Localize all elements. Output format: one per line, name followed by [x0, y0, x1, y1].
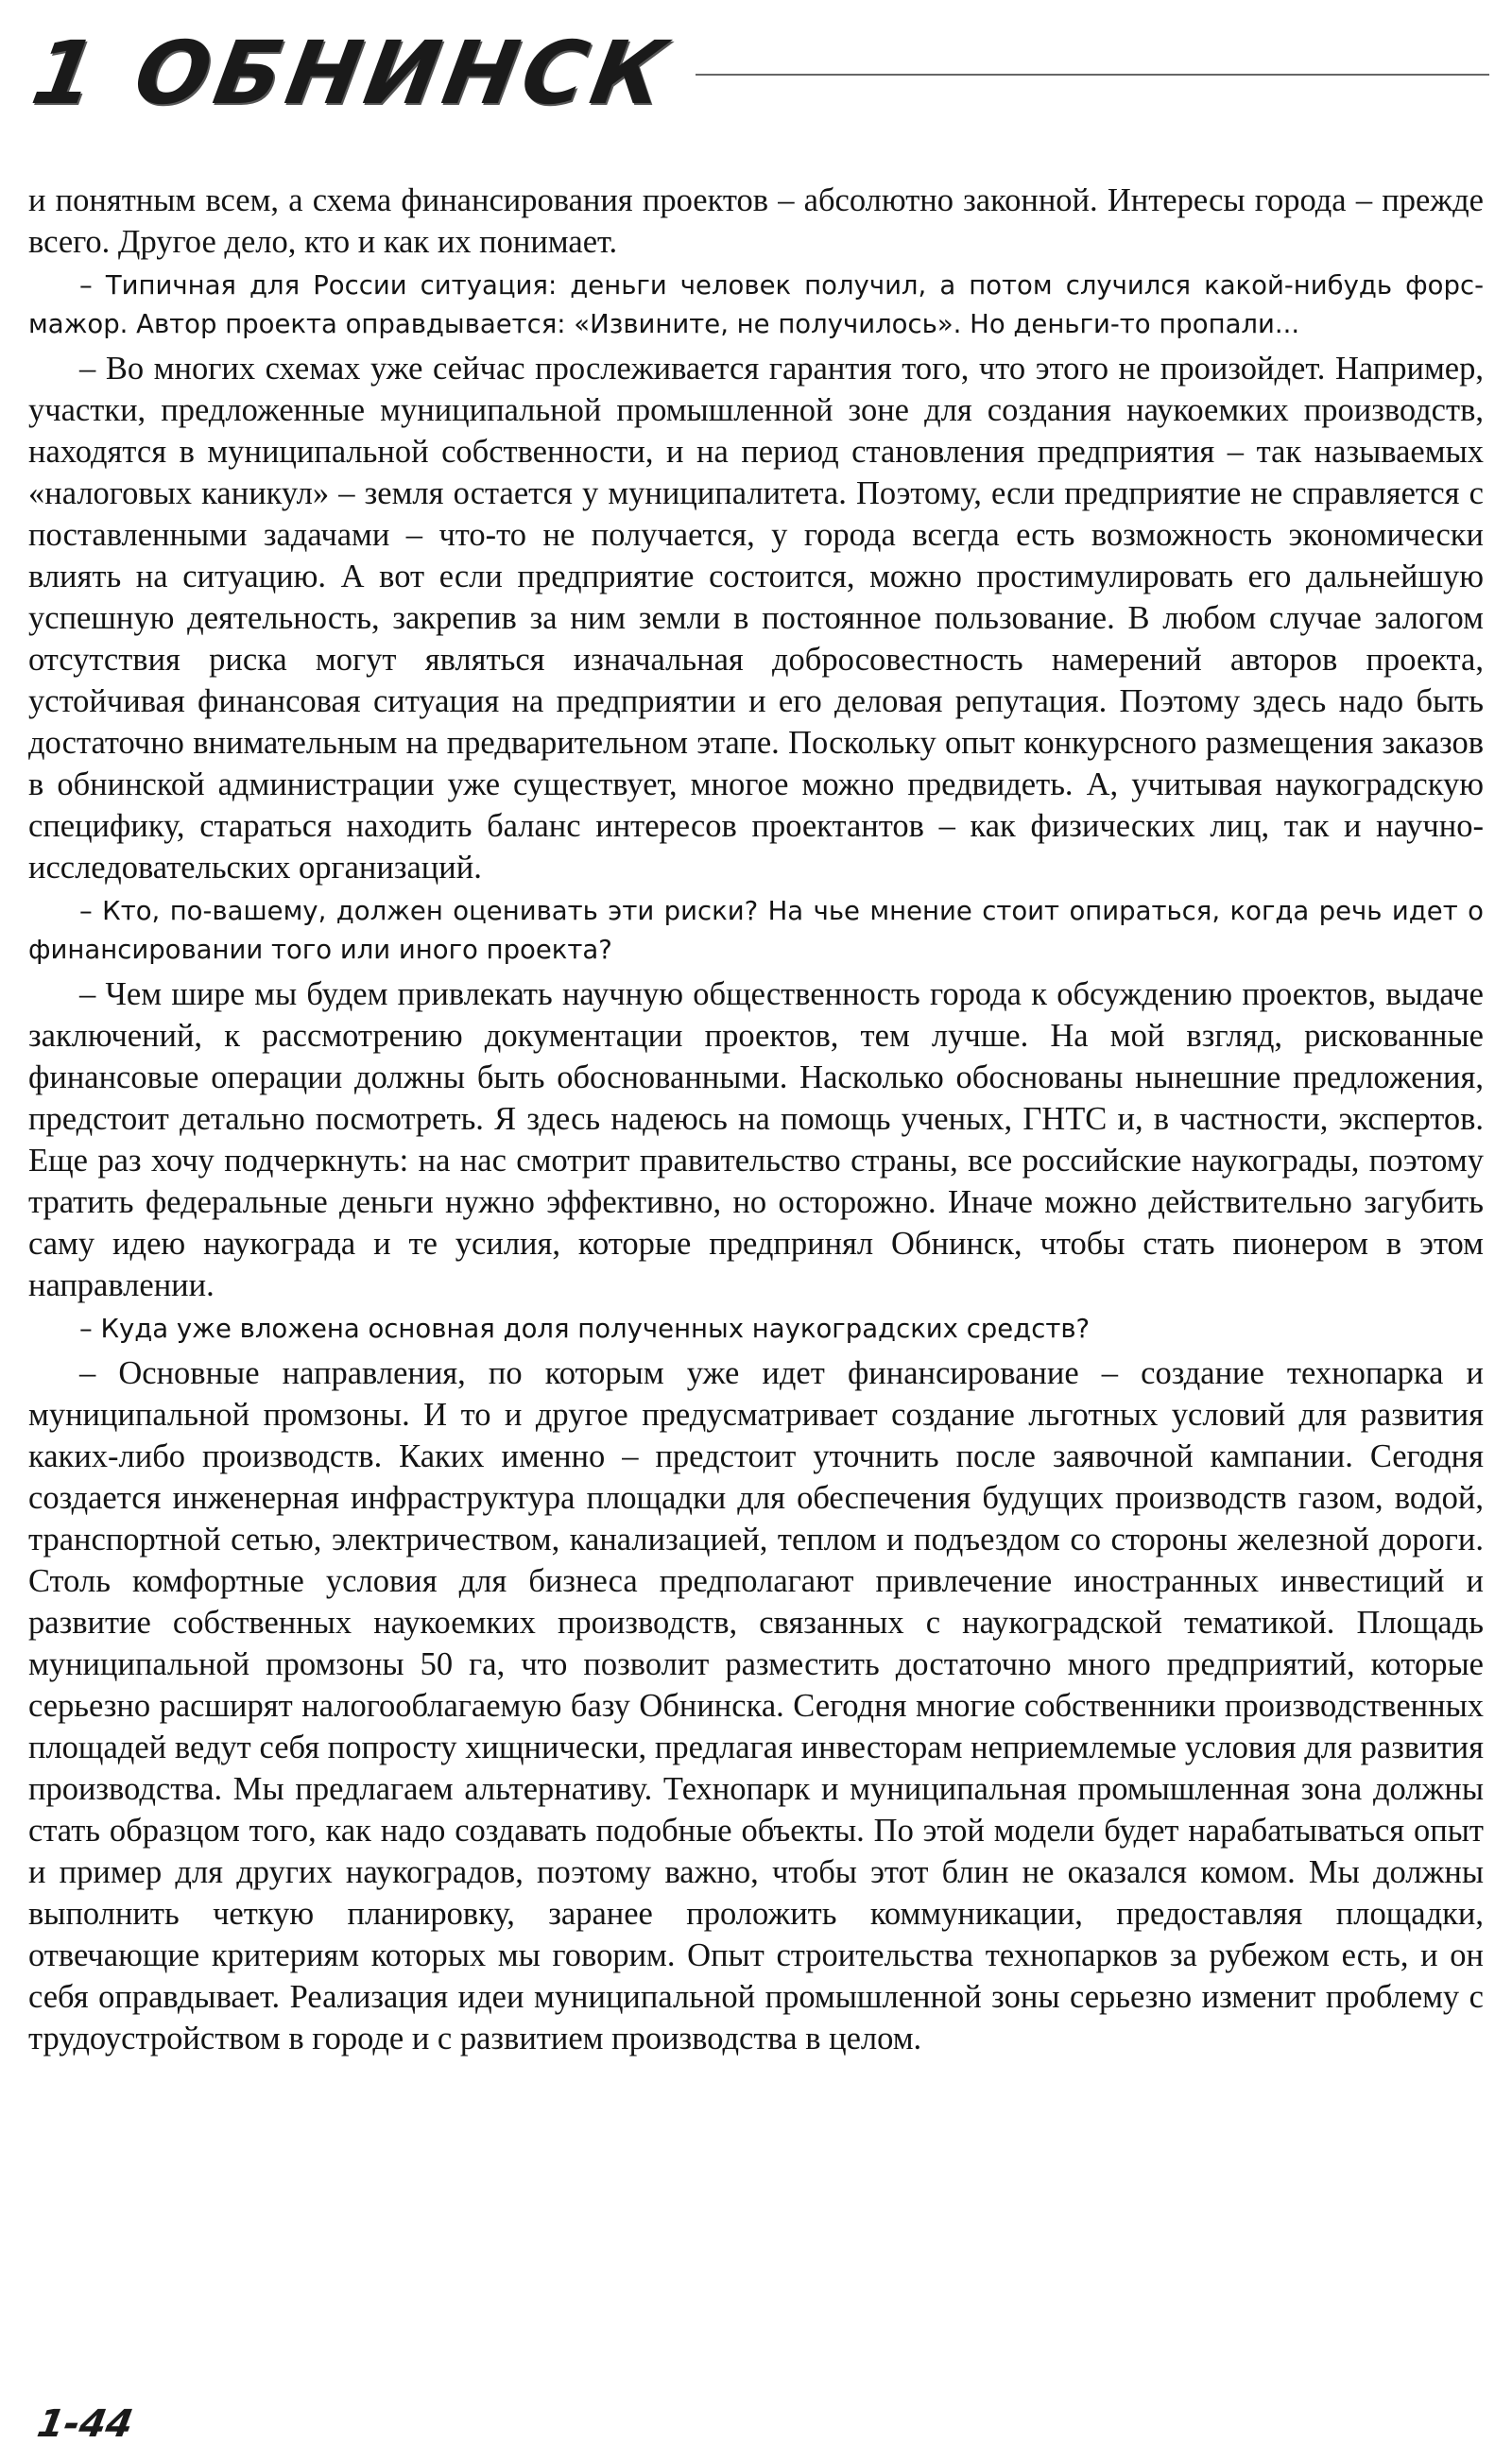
- question-paragraph: – Типичная для России ситуация: деньги человек получил, а потом случился какой-нибудь форс-мажор. Автор проекта оправдывается: «Извините, не получилось». Но деньги-то пропали...: [28, 270, 1484, 339]
- answer-paragraph: – Основные направления, по которым уже идет финансирование – создание технопарка и муниципальной промзоны. И то и другое предусматривает создание льготных условий для развития каких-либо производств. Каких именно – предстоит уточнить после заявочной кампании. Сегодня создается инженерная инфраструктура площадки для обеспечения будущих производств газом, водой, транспортной сетью, электричеством, канализацией, теплом и подъездом со стороны железной дороги. Столь комфортные условия для бизнеса предполагают привлечение иностранных инвестиций и развитие собственных наукоемких производств, связанных с наукоградской тематикой. Площадь муниципальной промзоны 50 га, что позволит разместить достаточно много предприятий, которые серьезно расширят налогооблагаемую базу Обнинска. Сегодня многие собственники производственных площадей ведут себя попросту хищнически, предлагая инвесторам неприемлемые условия для развития производства. Мы предлагаем альтернативу. Технопарк и муниципальная промышленная зона должны стать образцом того, как надо создавать подобные объекты. По этой модели будет нарабатываться опыт и пример для других наукоградов, поэтому важно, чтобы этот блин не оказался комом. Мы должны выполнить четкую планировку, заранее проложить коммуникации, предоставляя площадки, отвечающие критериям которых мы говорим. Опыт строительства технопарков за рубежом есть, и он себя оправдывает. Реализация идеи муниципальной промышленной зоны серьезно изменит проблему с трудоустройством в городе и с развитием производства в целом.: [28, 1355, 1484, 2057]
- header-rule: [696, 74, 1489, 76]
- answer-paragraph: – Чем шире мы будем привлекать научную общественность города к обсуждению проектов, выдаче заключений, к рассмотрению документации проектов, тем лучше. На мой взгляд, рискованные финансовые операции должны быть обоснованными. Насколько обоснованы нынешние предложения, предстоит детально посмотреть. Я здесь надеюсь на помощь ученых, ГНТС и, в частности, экспертов. Еще раз хочу подчеркнуть: на нас смотрит правительство страны, все российские наукограды, поэтому тратить федеральные деньги нужно эффективно, но осторожно. Иначе можно действительно загубить саму идею наукограда и те усилия, которые предпринял Обнинск, чтобы стать пионером в этом направлении.: [28, 976, 1484, 1303]
- masthead-title: 1 ОБНИНСК: [25, 23, 679, 124]
- answer-paragraph: и понятным всем, а схема финансирования проектов – абсолютно законной. Интересы города – прежде всего. Другое дело, кто и как их понимает.: [28, 182, 1484, 260]
- article-body: [28, 180, 1484, 2063]
- page-header: [25, 23, 1489, 124]
- question-paragraph: – Кто, по-вашему, должен оценивать эти риски? На чье мнение стоит опираться, когда речь идет о финансировании того или иного проекта?: [28, 896, 1484, 965]
- answer-paragraph: – Во многих схемах уже сейчас прослеживается гарантия того, что этого не произойдет. Например, участки, предложенные муниципальной промышленной зоне для создания наукоемких производств, находятся в муниципальной собственности, и на период становления предприятия – так называемых «налоговых каникул» – земля остается у муниципалитета. Поэтому, если предприятие не справляется с поставленными задачами – что-то не получается, у города всегда есть возможность экономически влиять на ситуацию. А вот если предприятие состоится, можно простимулировать его дальнейшую успешную деятельность, закрепив за ним земли в постоянное пользование. В любом случае залогом отсутствия риска могут являться изначальная добросовестность намерений авторов проекта, устойчивая финансовая ситуация на предприятии и его деловая репутация. Поэтому здесь надо быть достаточно внимательным на предварительном этапе. Поскольку опыт конкурсного размещения заказов в обнинской администрации уже существует, многое можно предвидеть. А, учитывая наукоградскую специфику, стараться находить баланс интересов проектантов – как физических лиц, так и научно-исследовательских организаций.: [28, 351, 1484, 886]
- question-paragraph: – Куда уже вложена основная доля полученных наукоградских средств?: [79, 1314, 1091, 1344]
- page-number: 1-44: [33, 2402, 137, 2446]
